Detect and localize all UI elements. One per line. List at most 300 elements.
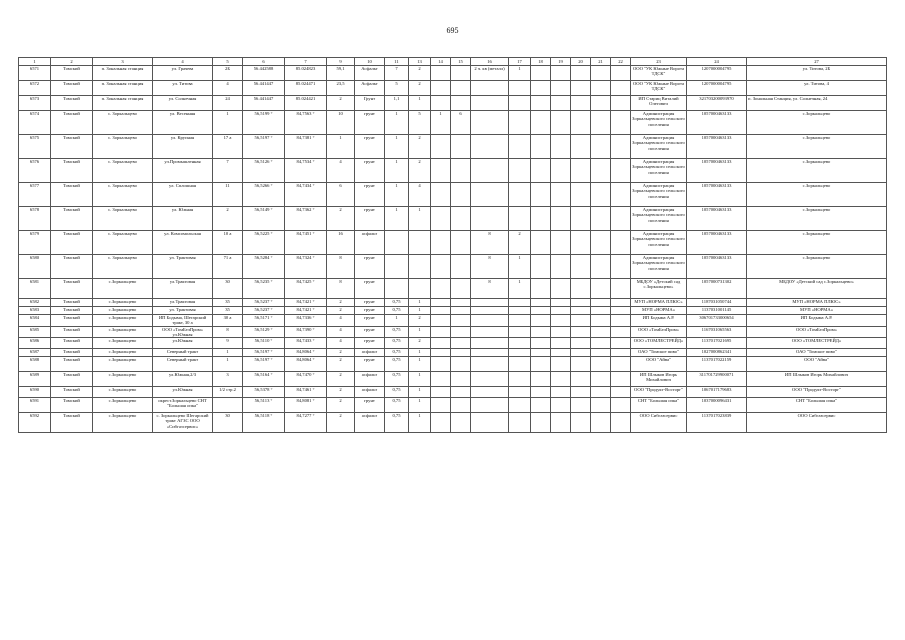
table-cell: 0,75 bbox=[385, 387, 409, 398]
table-cell: 306701733000654 bbox=[687, 315, 747, 327]
table-cell bbox=[531, 111, 551, 135]
table-cell: ООО «ТОМЛЕСТРЕЙД» bbox=[631, 338, 687, 349]
table-cell: грунт bbox=[355, 207, 385, 231]
table-cell bbox=[551, 307, 571, 315]
table-row bbox=[19, 372, 887, 387]
table-cell: асфальт bbox=[355, 387, 385, 398]
table-cell: грунт bbox=[355, 315, 385, 327]
table-cell: асфальт bbox=[355, 231, 385, 255]
table-cell: с. Зоркальцево bbox=[93, 111, 153, 135]
table-cell: 2 bbox=[327, 357, 355, 372]
table-cell bbox=[509, 372, 531, 387]
table-cell bbox=[451, 413, 471, 433]
table-cell bbox=[531, 307, 551, 315]
table-cell: Томский bbox=[51, 183, 93, 207]
table-cell bbox=[471, 413, 509, 433]
table-cell: МУП «НОРМА ПЛЮС» bbox=[631, 299, 687, 307]
table-cell: 6576 bbox=[19, 159, 51, 183]
table-cell: 85.024421 bbox=[285, 96, 327, 111]
table-cell bbox=[509, 96, 531, 111]
table-cell: 1 bbox=[385, 315, 409, 327]
table-cell: Томский bbox=[51, 279, 93, 299]
table-cell bbox=[571, 338, 591, 349]
table-cell bbox=[451, 326, 471, 338]
table-cell: п. Зональная Станция, ул. Солнечная, 24 bbox=[747, 96, 887, 111]
table-cell bbox=[611, 307, 631, 315]
table-cell: 0,75 bbox=[385, 372, 409, 387]
table-cell: ИП Бодыма А.Р. bbox=[747, 315, 887, 327]
table-cell bbox=[385, 231, 409, 255]
table-cell: с. Зоркальцево Шегарский тракт АГЗС ООО «Сибгазсервис» bbox=[153, 413, 213, 433]
table-cell bbox=[591, 81, 611, 96]
table-cell bbox=[531, 315, 551, 327]
table-cell: 8 bbox=[471, 231, 509, 255]
table-row bbox=[19, 159, 887, 183]
table-cell bbox=[531, 387, 551, 398]
table-cell: с.Зоркальцево bbox=[93, 338, 153, 349]
table-cell bbox=[431, 207, 451, 231]
table-cell: грунт bbox=[355, 279, 385, 299]
table-cell bbox=[431, 66, 451, 81]
table-cell: 4 bbox=[409, 183, 431, 207]
table-cell: Северный тракт bbox=[153, 357, 213, 372]
table-cell: с.Зоркальцево bbox=[747, 159, 887, 183]
table-header-row bbox=[19, 58, 887, 66]
table-cell bbox=[431, 307, 451, 315]
table-cell: Томский bbox=[51, 326, 93, 338]
table-cell: 311701729900071 bbox=[687, 372, 747, 387]
table-cell bbox=[571, 111, 591, 135]
table-cell: окрест.Зоркальцево СНТ "Большая опка" bbox=[153, 398, 213, 413]
table-cell: ООО "Айва" bbox=[631, 357, 687, 372]
table-cell: 6573 bbox=[19, 96, 51, 111]
table-cell: 84,7425 ° bbox=[285, 279, 327, 299]
table-cell bbox=[451, 398, 471, 413]
table-cell: 1 bbox=[385, 183, 409, 207]
table-cell: 84,7470 ° bbox=[285, 372, 327, 387]
table-cell: 7 bbox=[213, 159, 243, 183]
table-cell: 1 bbox=[385, 111, 409, 135]
table-cell: 2 bbox=[327, 413, 355, 433]
table-cell: 17 а bbox=[213, 135, 243, 159]
table-cell: ИП Стариц Виталий Олегович bbox=[631, 96, 687, 111]
table-cell: 6587 bbox=[19, 349, 51, 357]
table-cell bbox=[611, 111, 631, 135]
table-cell bbox=[509, 387, 531, 398]
table-cell: с.Зоркальцево bbox=[747, 183, 887, 207]
table-cell: 1 bbox=[213, 357, 243, 372]
table-cell bbox=[531, 96, 551, 111]
table-cell: 56,5225 ° bbox=[243, 231, 285, 255]
table-cell: 2 bbox=[327, 299, 355, 307]
table-cell bbox=[591, 135, 611, 159]
table-cell: 56,5126 ° bbox=[243, 159, 285, 183]
table-cell: СНТ "Большая опка" bbox=[747, 398, 887, 413]
table-row bbox=[19, 207, 887, 231]
table-cell bbox=[451, 96, 471, 111]
table-cell: 6581 bbox=[19, 279, 51, 299]
table-cell: 4 bbox=[327, 315, 355, 327]
table-cell: с.Зоркальцево bbox=[93, 349, 153, 357]
table-cell bbox=[551, 183, 571, 207]
table-cell bbox=[471, 135, 509, 159]
table-cell: 56,5199 ° bbox=[243, 111, 285, 135]
table-cell bbox=[471, 207, 509, 231]
table-cell: 1 bbox=[213, 349, 243, 357]
table-cell bbox=[591, 338, 611, 349]
table-cell: 84,7362 ° bbox=[285, 207, 327, 231]
table-cell: 1 bbox=[409, 307, 431, 315]
table-cell: 6589 bbox=[19, 372, 51, 387]
table-cell: п. Зональная станция bbox=[93, 81, 153, 96]
column-number: 2 bbox=[51, 58, 93, 66]
table-cell: 0,75 bbox=[385, 357, 409, 372]
table-cell: 1 bbox=[385, 159, 409, 183]
table-cell: 2 bbox=[409, 66, 431, 81]
table-cell bbox=[551, 279, 571, 299]
table-cell: Томский bbox=[51, 398, 93, 413]
table-cell: 6577 bbox=[19, 183, 51, 207]
table-cell: 84,7433 ° bbox=[285, 338, 327, 349]
table-cell: 16 bbox=[327, 231, 355, 255]
table-cell: ул.Южная bbox=[153, 387, 213, 398]
table-cell bbox=[611, 159, 631, 183]
table-cell: 6584 bbox=[19, 315, 51, 327]
table-cell: 6 bbox=[451, 111, 471, 135]
table-cell: 6592 bbox=[19, 413, 51, 433]
table-cell bbox=[551, 231, 571, 255]
table-cell: 1057000463133 bbox=[687, 159, 747, 183]
table-cell: 1057000463133 bbox=[687, 207, 747, 231]
table-cell bbox=[611, 326, 631, 338]
table-cell: с.Зоркальцево bbox=[93, 299, 153, 307]
table-cell bbox=[431, 413, 451, 433]
table-cell: Администрация Зоркальцевского сельского поселения bbox=[631, 255, 687, 279]
table-cell: 2Б bbox=[213, 66, 243, 81]
table-cell: грунт bbox=[355, 111, 385, 135]
table-cell: 2 bbox=[213, 207, 243, 231]
table-cell bbox=[531, 81, 551, 96]
table-row bbox=[19, 413, 887, 433]
table-cell bbox=[451, 307, 471, 315]
table-cell: 2 bbox=[409, 338, 431, 349]
table-row bbox=[19, 315, 887, 327]
table-cell bbox=[471, 387, 509, 398]
table-cell: 56,5149 ° bbox=[243, 207, 285, 231]
table-cell bbox=[451, 183, 471, 207]
table-cell bbox=[531, 66, 551, 81]
table-cell: 1057000731302 bbox=[687, 279, 747, 299]
table-cell: 85.024823 bbox=[285, 66, 327, 81]
table-cell bbox=[571, 307, 591, 315]
table-cell bbox=[409, 255, 431, 279]
table-cell bbox=[431, 349, 451, 357]
table-cell: 1057000463133 bbox=[687, 231, 747, 255]
table-cell: 1137017023839 bbox=[687, 413, 747, 433]
table-cell: грунт bbox=[355, 183, 385, 207]
table-cell: Администрация Зоркальцевского сельского поселения bbox=[631, 111, 687, 135]
table-cell: п. Зональная станция bbox=[93, 96, 153, 111]
table-cell bbox=[509, 307, 531, 315]
table-cell: ООО "УК Южные Ворота ТДСК" bbox=[631, 81, 687, 96]
table-row bbox=[19, 96, 887, 111]
table-cell: 84,7324 ° bbox=[285, 255, 327, 279]
table-cell bbox=[551, 81, 571, 96]
table-cell bbox=[385, 255, 409, 279]
table-cell bbox=[611, 387, 631, 398]
table-cell: асфальт bbox=[355, 372, 385, 387]
table-cell: ООО «ТомБелПром» ул.Южная bbox=[153, 326, 213, 338]
table-cell: 1 bbox=[409, 357, 431, 372]
table-cell: 2 bbox=[327, 372, 355, 387]
table-cell: Томский bbox=[51, 255, 93, 279]
table-cell: 1 bbox=[385, 135, 409, 159]
table-cell: 56,5266 ° bbox=[243, 183, 285, 207]
table-cell: ОАО "Томское пиво" bbox=[747, 349, 887, 357]
table-cell bbox=[591, 159, 611, 183]
table-cell: с. Зоркальцево bbox=[93, 183, 153, 207]
table-cell: ул. Комсомольская bbox=[153, 231, 213, 255]
table-cell: 8 bbox=[327, 255, 355, 279]
table-cell bbox=[431, 96, 451, 111]
table-cell: ул.Южная bbox=[153, 338, 213, 349]
table-cell bbox=[551, 255, 571, 279]
table-cell: 0,75 bbox=[385, 413, 409, 433]
table-cell: 1167031065563 bbox=[687, 326, 747, 338]
table-cell: 1 bbox=[509, 66, 531, 81]
table-cell bbox=[611, 372, 631, 387]
table-cell bbox=[551, 159, 571, 183]
column-number: 22 bbox=[611, 58, 631, 66]
table-cell: 6 bbox=[327, 183, 355, 207]
table-cell: 1 bbox=[409, 299, 431, 307]
table-cell: 84,8081 ° bbox=[285, 398, 327, 413]
column-number: 5 bbox=[213, 58, 243, 66]
table-cell bbox=[611, 338, 631, 349]
table-cell bbox=[471, 315, 509, 327]
table-cell: ООО Сибгазсервис bbox=[631, 413, 687, 433]
table-cell bbox=[611, 299, 631, 307]
table-cell bbox=[509, 357, 531, 372]
table-cell bbox=[531, 207, 551, 231]
table-cell: ИП Шлыков Игорь Михайлович bbox=[631, 372, 687, 387]
table-cell: 35 bbox=[213, 299, 243, 307]
table-cell bbox=[591, 357, 611, 372]
table-cell: Грунт bbox=[355, 96, 385, 111]
table-cell bbox=[451, 349, 471, 357]
table-cell: с.Зоркальцево bbox=[93, 279, 153, 299]
table-cell: Томский bbox=[51, 338, 93, 349]
table-cell bbox=[591, 372, 611, 387]
table-cell: 2 bbox=[327, 349, 355, 357]
table-cell: Томский bbox=[51, 413, 93, 433]
table-cell bbox=[531, 413, 551, 433]
table-cell: 84,7534 ° bbox=[285, 159, 327, 183]
table-cell: Томский bbox=[51, 81, 93, 96]
table-cell: 1137017021695 bbox=[687, 338, 747, 349]
table-cell bbox=[451, 299, 471, 307]
table-cell: 1 bbox=[431, 111, 451, 135]
table-cell bbox=[531, 255, 551, 279]
table-cell bbox=[509, 338, 531, 349]
table-cell bbox=[611, 96, 631, 111]
table-cell: 4 bbox=[213, 81, 243, 96]
column-number: 23 bbox=[631, 58, 687, 66]
table-cell: ул. Титова, 2Б bbox=[747, 66, 887, 81]
table-cell bbox=[509, 315, 531, 327]
table-cell bbox=[531, 159, 551, 183]
table-cell bbox=[591, 255, 611, 279]
table-cell: 1 bbox=[409, 398, 431, 413]
table-cell bbox=[551, 315, 571, 327]
column-number: 15 bbox=[451, 58, 471, 66]
table-cell: 24 bbox=[213, 96, 243, 111]
table-cell: МУП «НОРМА» bbox=[631, 307, 687, 315]
table-cell: МУП «НОРМА ПЛЮС» bbox=[747, 299, 887, 307]
table-cell: 8 bbox=[471, 279, 509, 299]
table-cell bbox=[431, 81, 451, 96]
table-cell bbox=[451, 338, 471, 349]
table-cell bbox=[509, 349, 531, 357]
table-cell bbox=[551, 299, 571, 307]
table-cell bbox=[451, 231, 471, 255]
table-cell bbox=[571, 231, 591, 255]
table-row bbox=[19, 255, 887, 279]
table-cell: с.Зоркальцево bbox=[93, 398, 153, 413]
table-row bbox=[19, 326, 887, 338]
table-cell bbox=[571, 135, 591, 159]
table-row bbox=[19, 307, 887, 315]
table-cell: 1 bbox=[409, 349, 431, 357]
table-cell: 10 bbox=[327, 111, 355, 135]
table-cell bbox=[471, 81, 509, 96]
table-cell: 1 bbox=[509, 255, 531, 279]
table-cell: МБДОУ «Детский сад с.Зоркальцево» bbox=[631, 279, 687, 299]
table-cell: Томский bbox=[51, 315, 93, 327]
table-cell: с.Зоркальцево bbox=[93, 387, 153, 398]
table-cell bbox=[471, 338, 509, 349]
table-cell bbox=[611, 398, 631, 413]
table-cell: 1 bbox=[385, 207, 409, 231]
table-cell: 7 bbox=[385, 66, 409, 81]
table-cell bbox=[571, 81, 591, 96]
table-cell bbox=[551, 413, 571, 433]
table-cell bbox=[431, 299, 451, 307]
table-cell: 1027000862341 bbox=[687, 349, 747, 357]
table-cell: ул.Трактовая bbox=[153, 279, 213, 299]
table-cell bbox=[431, 315, 451, 327]
table-cell bbox=[611, 349, 631, 357]
table-cell: 1057000463133 bbox=[687, 135, 747, 159]
table-cell: с.Зоркальцево bbox=[93, 326, 153, 338]
table-cell bbox=[451, 81, 471, 96]
table-cell: 1 bbox=[213, 111, 243, 135]
table-cell: грунт bbox=[355, 398, 385, 413]
table-row bbox=[19, 349, 887, 357]
table-cell: 6586 bbox=[19, 338, 51, 349]
table-cell: асфальт bbox=[355, 413, 385, 433]
table-cell bbox=[451, 159, 471, 183]
table-cell: ИП Бодыма А.Р. bbox=[631, 315, 687, 327]
column-number: 7 bbox=[285, 58, 327, 66]
table-cell bbox=[431, 255, 451, 279]
table-cell: 2 bbox=[409, 81, 431, 96]
table-cell: Томский bbox=[51, 207, 93, 231]
table-cell bbox=[431, 135, 451, 159]
table-cell: ул. Трактовая bbox=[153, 255, 213, 279]
column-number: 14 bbox=[431, 58, 451, 66]
table-cell: 6575 bbox=[19, 135, 51, 159]
table-cell bbox=[431, 338, 451, 349]
table-cell: 56,5113 ° bbox=[243, 398, 285, 413]
table-cell: 8 bbox=[327, 279, 355, 299]
table-cell: 84,7421 ° bbox=[285, 307, 327, 315]
table-cell bbox=[571, 96, 591, 111]
table-cell bbox=[591, 96, 611, 111]
table-cell: 2 bbox=[409, 159, 431, 183]
table-cell bbox=[431, 279, 451, 299]
column-number: 24 bbox=[687, 58, 747, 66]
table-cell: 1057000463133 bbox=[687, 111, 747, 135]
table-cell: 6578 bbox=[19, 207, 51, 231]
table-cell bbox=[451, 255, 471, 279]
table-cell: 6591 bbox=[19, 398, 51, 413]
table-cell bbox=[509, 135, 531, 159]
table-cell bbox=[431, 183, 451, 207]
table-cell: 4 bbox=[327, 326, 355, 338]
table-cell bbox=[591, 111, 611, 135]
table-cell: грунт bbox=[355, 135, 385, 159]
table-cell: 56,5378 ° bbox=[243, 387, 285, 398]
table-cell: 6582 bbox=[19, 299, 51, 307]
table-cell bbox=[571, 372, 591, 387]
column-number: 16 bbox=[471, 58, 509, 66]
table-cell: с.Зоркальцево bbox=[93, 357, 153, 372]
table-row bbox=[19, 81, 887, 96]
table-cell bbox=[471, 299, 509, 307]
table-cell bbox=[571, 66, 591, 81]
table-cell: 84,7390 ° bbox=[285, 326, 327, 338]
table-cell bbox=[571, 413, 591, 433]
table-cell: грунт bbox=[355, 255, 385, 279]
table-cell: Томский bbox=[51, 299, 93, 307]
table-cell bbox=[451, 357, 471, 372]
table-cell bbox=[551, 207, 571, 231]
table-cell bbox=[509, 326, 531, 338]
table-cell: 2 bbox=[327, 207, 355, 231]
column-number: 3 bbox=[93, 58, 153, 66]
table-cell: Томский bbox=[51, 135, 93, 159]
table-cell: 6580 bbox=[19, 255, 51, 279]
table-cell: 1,1 bbox=[385, 96, 409, 111]
column-number: 9 bbox=[327, 58, 355, 66]
table-cell: Томский bbox=[51, 349, 93, 357]
table-cell bbox=[471, 372, 509, 387]
table-cell bbox=[471, 326, 509, 338]
table-cell bbox=[471, 349, 509, 357]
table-cell: 1/2 стр.2 bbox=[213, 387, 243, 398]
table-cell: 1 bbox=[327, 135, 355, 159]
table-cell bbox=[611, 207, 631, 231]
table-cell: 1 bbox=[409, 326, 431, 338]
table-cell: 56,5164 ° bbox=[243, 372, 285, 387]
table-cell: Асфальт bbox=[355, 81, 385, 96]
table-cell: ИП Бодыма, Шегарский тракт, 30 а bbox=[153, 315, 213, 327]
table-cell: ул. Солнечная bbox=[153, 96, 213, 111]
table-cell: Томский bbox=[51, 111, 93, 135]
table-cell: 30 а bbox=[213, 315, 243, 327]
table-cell: 56,5110 ° bbox=[243, 338, 285, 349]
